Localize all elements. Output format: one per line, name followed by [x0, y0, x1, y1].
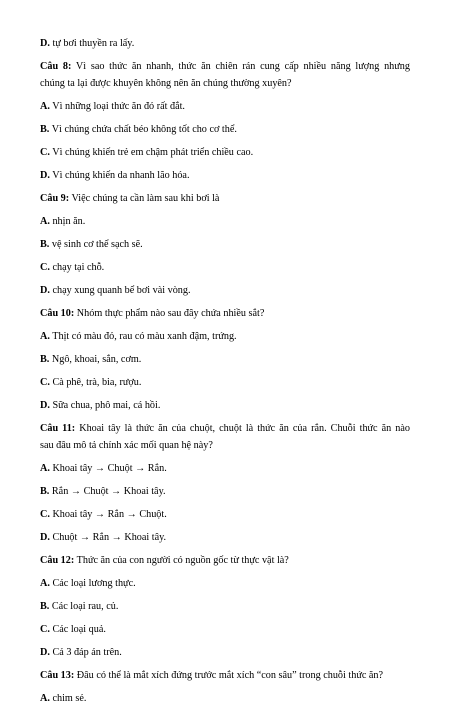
question-13	[40, 670, 410, 682]
option-label: A.	[40, 216, 50, 227]
option-text: Khoai tây → Chuột → Rắn.	[52, 463, 167, 474]
question-11	[40, 423, 410, 435]
option-text: chạy tại chỗ.	[52, 262, 105, 273]
option-c-q9	[40, 262, 410, 274]
option-a-q10	[40, 331, 410, 343]
option-text: chim sẻ.	[52, 693, 87, 704]
option-text: Thịt có màu đỏ, rau có màu xanh đậm, trứng.	[52, 331, 237, 342]
option-b-q10	[40, 354, 410, 366]
option-text: tự bơi thuyền ra lấy.	[52, 38, 135, 49]
option-text: nhịn ăn.	[52, 216, 86, 227]
option-label: C.	[40, 509, 50, 520]
option-label: D.	[40, 647, 50, 658]
option-label: C.	[40, 377, 50, 388]
option-label: D.	[40, 532, 50, 543]
question-label: Câu 12:	[40, 555, 75, 566]
option-text: Vì những loại thức ăn đó rất đắt.	[52, 101, 185, 112]
option-b-q12	[40, 601, 410, 613]
option-label: B.	[40, 354, 50, 365]
option-label: C.	[40, 624, 50, 635]
option-label: D.	[40, 400, 50, 411]
option-label: B.	[40, 239, 50, 250]
option-d-q11	[40, 532, 410, 544]
question-text: Việc chúng ta cần làm sau khi bơi là	[71, 193, 220, 204]
option-text: Ngô, khoai, sắn, cơm.	[51, 354, 142, 365]
option-label: A.	[40, 463, 50, 474]
option-c-q12	[40, 624, 410, 636]
option-text: vệ sinh cơ thể sạch sẽ.	[51, 239, 143, 250]
question-text: Khoai tây là thức ăn của chuột, chuột là thức ăn của rắn. Chuỗi thức ăn nào	[79, 423, 410, 434]
option-text: Các loại rau, củ.	[51, 601, 119, 612]
option-label: B.	[40, 486, 50, 497]
option-text: Vì chúng chứa chất béo không tốt cho cơ thể.	[51, 124, 237, 135]
option-c-q11	[40, 509, 410, 521]
option-d-q8	[40, 170, 410, 182]
option-text: Cả 3 đáp án trên.	[52, 647, 122, 658]
option-text: Các loại lương thực.	[52, 578, 136, 589]
option-label: D.	[40, 285, 50, 296]
question-11-cont	[40, 440, 410, 452]
option-label: A.	[40, 578, 50, 589]
option-d-q7	[40, 38, 410, 50]
option-label: C.	[40, 147, 50, 158]
option-label: A.	[40, 101, 50, 112]
option-text: chạy xung quanh bể bơi vài vòng.	[52, 285, 191, 296]
question-9	[40, 193, 410, 205]
option-text: Rắn → Chuột → Khoai tây.	[51, 486, 166, 497]
question-8-cont	[40, 78, 410, 90]
option-text: Cà phê, trà, bia, rượu.	[52, 377, 142, 388]
option-label: D.	[40, 38, 50, 49]
option-b-q8	[40, 124, 410, 136]
option-b-q11	[40, 486, 410, 498]
option-label: B.	[40, 124, 50, 135]
question-label: Câu 13:	[40, 670, 75, 681]
option-text: Vì chúng khiến da nhanh lão hóa.	[52, 170, 190, 181]
option-d-q12	[40, 647, 410, 659]
option-a-q9	[40, 216, 410, 228]
option-d-q10	[40, 400, 410, 412]
question-text: Nhóm thực phẩm nào sau đây chứa nhiều sắt?	[76, 308, 265, 319]
question-text: Đâu có thể là mắt xích đứng trước mắt xích “con sâu” trong chuỗi thức ăn?	[76, 670, 384, 681]
option-text: Khoai tây → Rắn → Chuột.	[52, 509, 167, 520]
option-c-q8	[40, 147, 410, 159]
option-text: Chuột → Rắn → Khoai tây.	[52, 532, 167, 543]
question-label: Câu 10:	[40, 308, 75, 319]
option-text: Các loại quả.	[52, 624, 106, 635]
question-10	[40, 308, 410, 320]
question-label: Câu 9:	[40, 193, 70, 204]
question-label: Câu 8:	[40, 61, 72, 72]
question-text: chúng ta lại được khuyên không nên ăn chúng thường xuyên?	[40, 78, 292, 89]
option-a-q11	[40, 463, 410, 475]
option-c-q10	[40, 377, 410, 389]
option-label: C.	[40, 262, 50, 273]
option-text: Vì chúng khiến trẻ em chậm phát triển chiều cao.	[52, 147, 254, 158]
option-label: A.	[40, 693, 50, 704]
option-d-q9	[40, 285, 410, 297]
question-8	[40, 61, 410, 73]
question-label: Câu 11:	[40, 423, 76, 434]
option-a-q13	[40, 693, 410, 705]
option-label: B.	[40, 601, 50, 612]
option-a-q12	[40, 578, 410, 590]
option-text: Sữa chua, phô mai, cá hồi.	[52, 400, 161, 411]
option-b-q9	[40, 239, 410, 251]
question-12	[40, 555, 410, 567]
option-a-q8	[40, 101, 410, 113]
question-text: Vì sao thức ăn nhanh, thức ăn chiên rán cung cấp nhiều năng lượng nhưng	[75, 61, 410, 72]
question-text: Thức ăn của con người có nguồn gốc từ thực vật là?	[76, 555, 289, 566]
option-label: D.	[40, 170, 50, 181]
question-text: sau đâu mô tả chính xác mối quan hệ này?	[40, 440, 213, 451]
option-label: A.	[40, 331, 50, 342]
